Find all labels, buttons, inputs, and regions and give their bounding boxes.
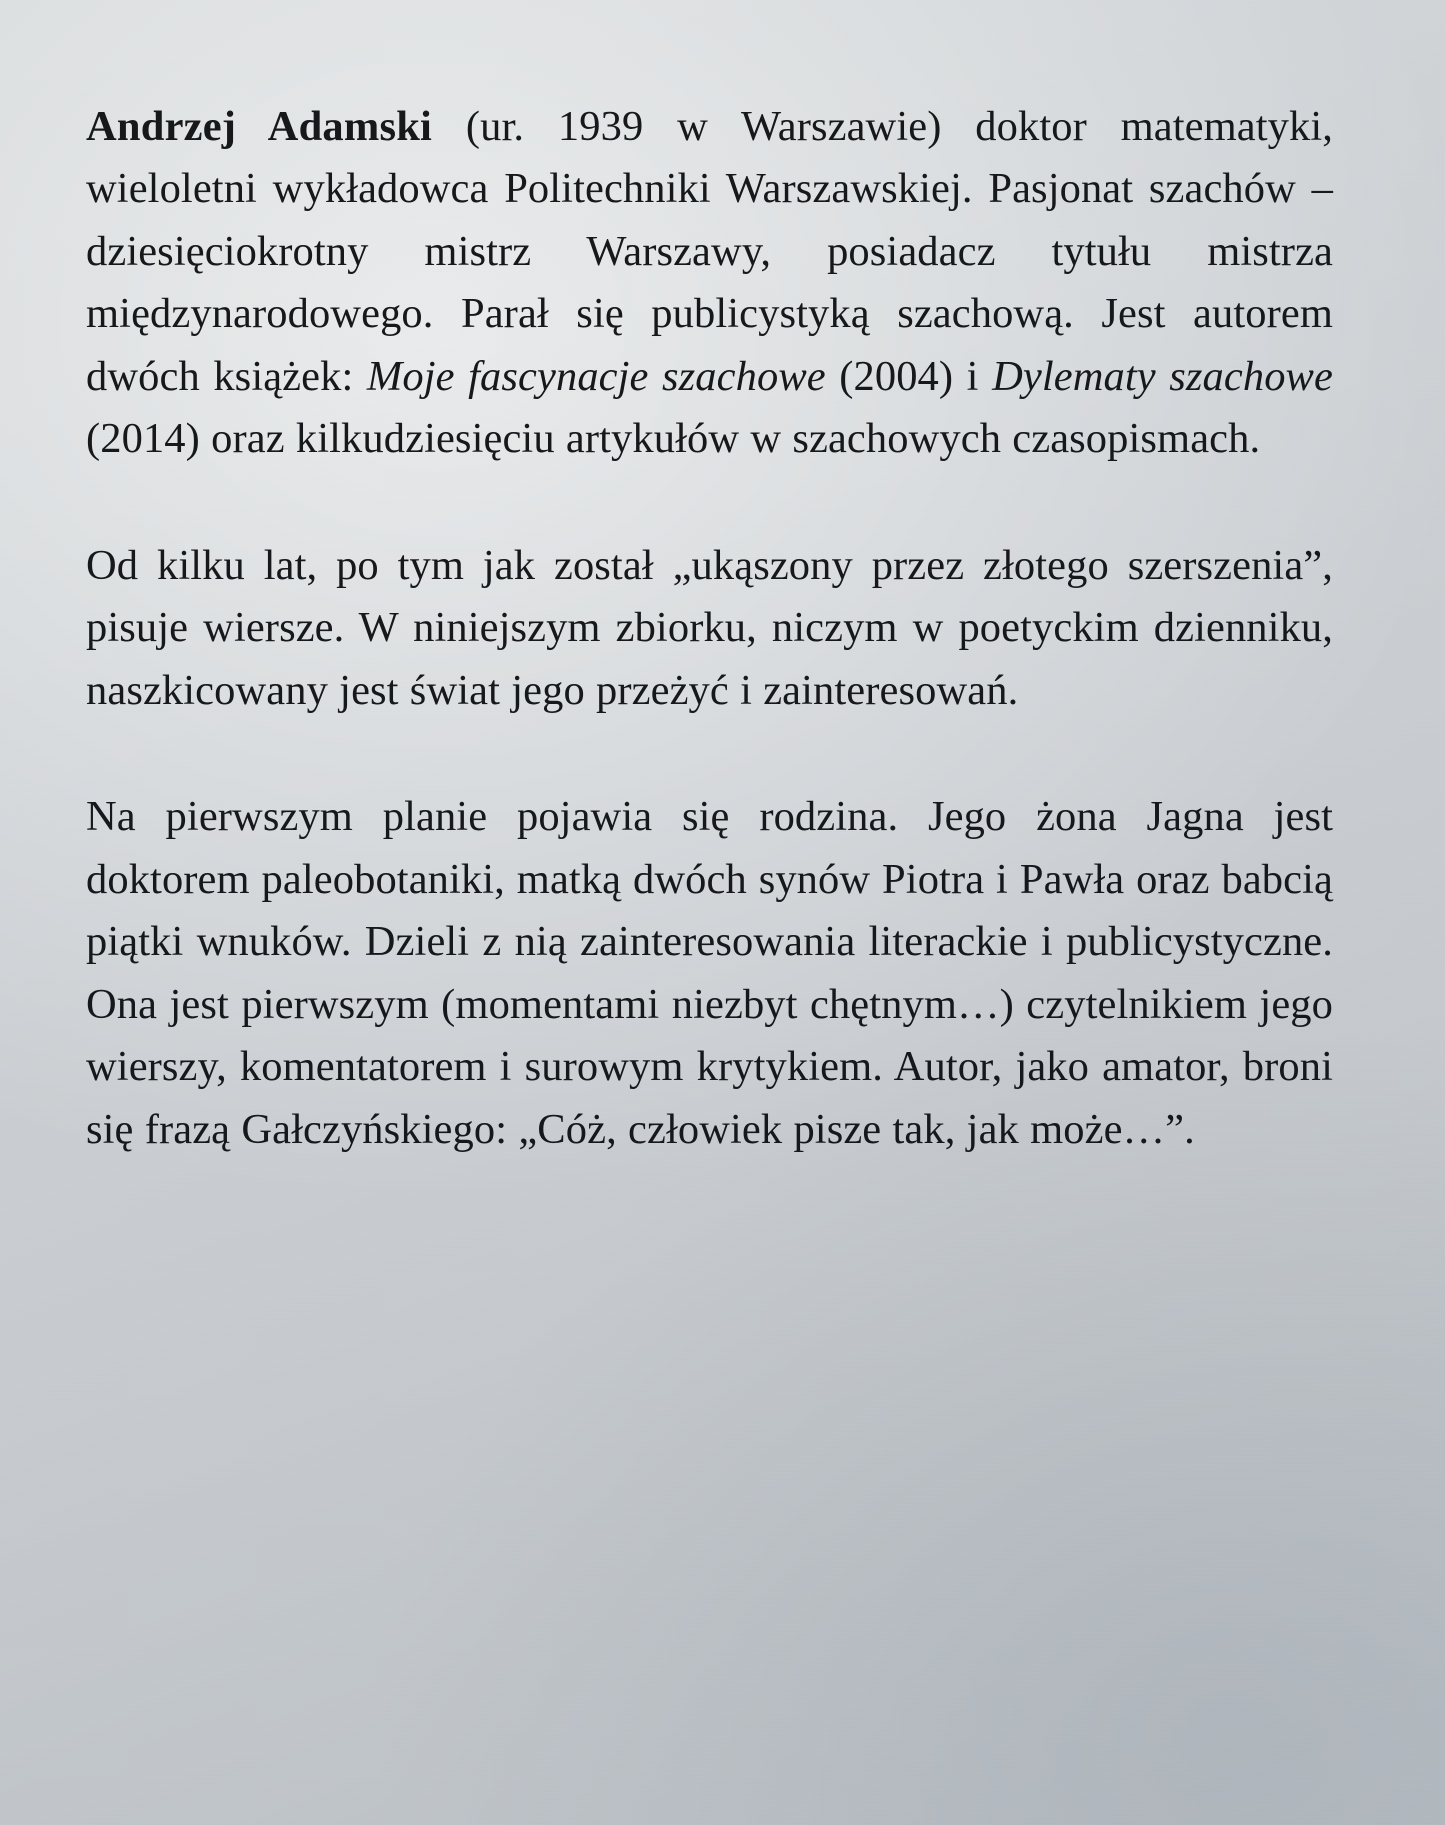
author-name: Andrzej Adamski [86,103,433,150]
paragraph-biography [86,96,1333,471]
bio-text-part-3: (2014) oraz kilkudziesięciu artykułów w szachowych czasopismach. [86,415,1261,463]
author-note-text-block [86,96,1333,1161]
bio-text-part-1: (ur. 1939 w Warszawie) doktor matematyki, wieloletni wykładowca Politechniki Warszawskiej. Pasjonat szachów – dziesięciokrotny mistrz Warszawy, posiadacz tytułu mistrza międzynarodowego. Parał się publicystyką szachową. Jest autorem dwóch książek: [86,103,1333,400]
paragraph-family: Na pierwszym planie pojawia się rodzina. Jego żona Jagna jest doktorem paleobotaniki, matką dwóch synów Piotra i Pawła oraz babcią piątki wnuków. Dzieli z nią zainteresowania literackie i publicystyczne. Ona jest pierwszym (momentami niezbyt chętnym…) czytelnikiem jego wierszy, komentatorem i surowym krytykiem. Autor, jako amator, broni się frazą Gałczyńskiego: „Cóż, człowiek pisze tak, jak może…”. [86,793,1333,1153]
book-title-2: Dylematy szachowe [992,352,1333,400]
bio-text-part-2: (2004) i [825,352,993,400]
book-title-1: Moje fascynacje szachowe [366,352,826,400]
paragraph-poetry: Od kilku lat, po tym jak został „ukąszony przez złotego szerszenia”, pisuje wiersze. W niniejszym zbiorku, niczym w poetyckim dzienniku, naszkicowany jest świat jego przeżyć i zainteresowań. [86,541,1333,714]
